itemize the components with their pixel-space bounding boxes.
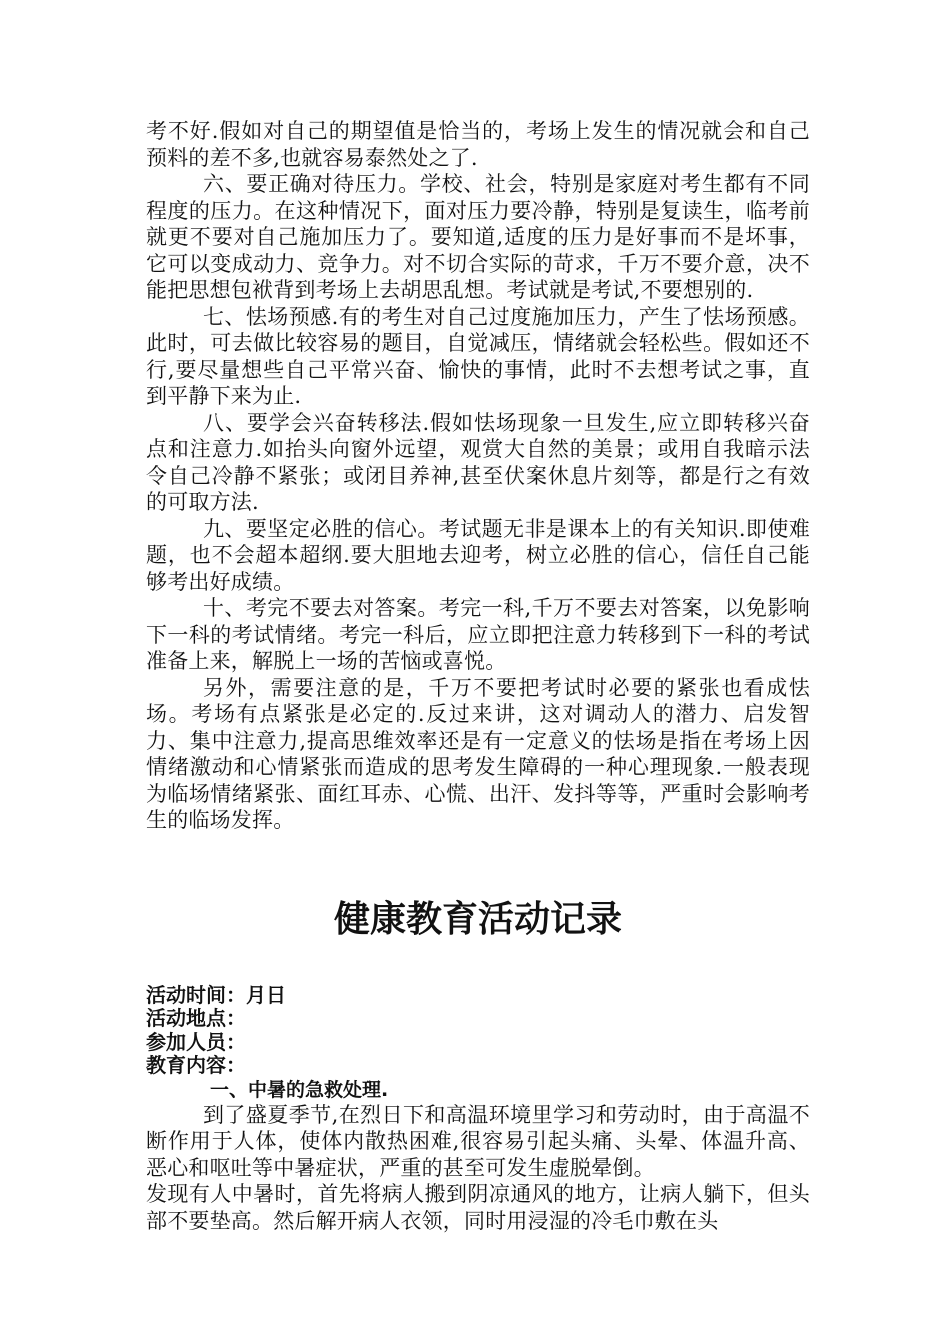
activity-place-label: 活动地点： — [146, 1006, 246, 1030]
paragraph-additional-note: 另外，需要注意的是，千万不要把考试时必要的紧张也看成怯场。考场有点紧张是必定的.反过来讲，这对调动人的潜力、启发智力、集中注意力,提高思维效率还是有一定意义的怯场是指在考场上因情绪激动和心情紧张而造成的思考发生障碍的一种心理现象.一般表现为临场情绪紧张、面红耳赤、心慌、出汗、发抖等等，严重时会影响考生的临场发挥。 — [146, 675, 810, 832]
paragraph-continuation: 考不好.假如对自己的期望值是恰当的，考场上发生的情况就会和自己预料的差不多,也就容易泰然处之了. — [146, 119, 810, 170]
paragraph-heatstroke-intro: 到了盛夏季节,在烈日下和高温环境里学习和劳动时，由于高温不断作用于人体，使体内散热困难,很容易引起头痛、头晕、体温升高、恶心和呕吐等中暑症状，严重的甚至可发生虚脱晕倒。 — [146, 1102, 810, 1180]
activity-time-label: 活动时间：月日 — [146, 982, 286, 1007]
section-heading-heatstroke: 一、中暑的急救处理. — [210, 1078, 389, 1101]
record-title: 健康教育活动记录 — [333, 898, 622, 940]
participants-label: 参加人员： — [146, 1029, 246, 1054]
paragraph-item-10: 十、考完不要去对答案。考完一科,千万不要去对答案，以免影响下一科的考试情绪。考完一科后，应立即把注意力转移到下一科的考试准备上来，解脱上一场的苦恼或喜悦。 — [146, 596, 810, 673]
education-content-label: 教育内容： — [146, 1053, 246, 1077]
paragraph-item-8: 八、要学会兴奋转移法.假如怯场现象一旦发生,应立即转移兴奋点和注意力.如抬头向窗外远望，观赏大自然的美景；或用自我暗示法令自己冷静不紧张；或闭目养神,甚至伏案休息片刻等，都是行之有效的可取方法. — [146, 410, 810, 514]
paragraph-item-6: 六、要正确对待压力。学校、社会，特别是家庭对考生都有不同程度的压力。在这种情况下，面对压力要冷静，特别是复读生，临考前就更不要对自己施加压力了。要知道,适度的压力是好事而不是坏事，它可以变成动力、竞争力。对不切合实际的苛求，千万不要介意，决不能把思想包袱背到考场上去胡思乱想。考试就是考试,不要想别的. — [146, 172, 810, 302]
section-spacer — [146, 834, 810, 898]
paragraph-heatstroke-treatment: 发现有人中暑时，首先将病人搬到阴凉通风的地方，让病人躺下，但头部不要垫高。然后解开病人衣领，同时用浸湿的冷毛巾敷在头 — [146, 1182, 810, 1233]
document-page — [146, 118, 810, 1234]
paragraph-item-7: 七、怯场预感.有的考生对自己过度施加压力，产生了怯场预感。此时，可去做比较容易的题目，自觉减压，情绪就会轻松些。假如还不行,要尽量想些自己平常兴奋、愉快的事情，此时不去想考试之事，直到平静下来为止. — [146, 304, 810, 408]
paragraph-item-9: 九、要坚定必胜的信心。考试题无非是课本上的有关知识.即使难题，也不会超本超纲.要大胆地去迎考，树立必胜的信心，信任自己能够考出好成绩。 — [146, 516, 810, 594]
